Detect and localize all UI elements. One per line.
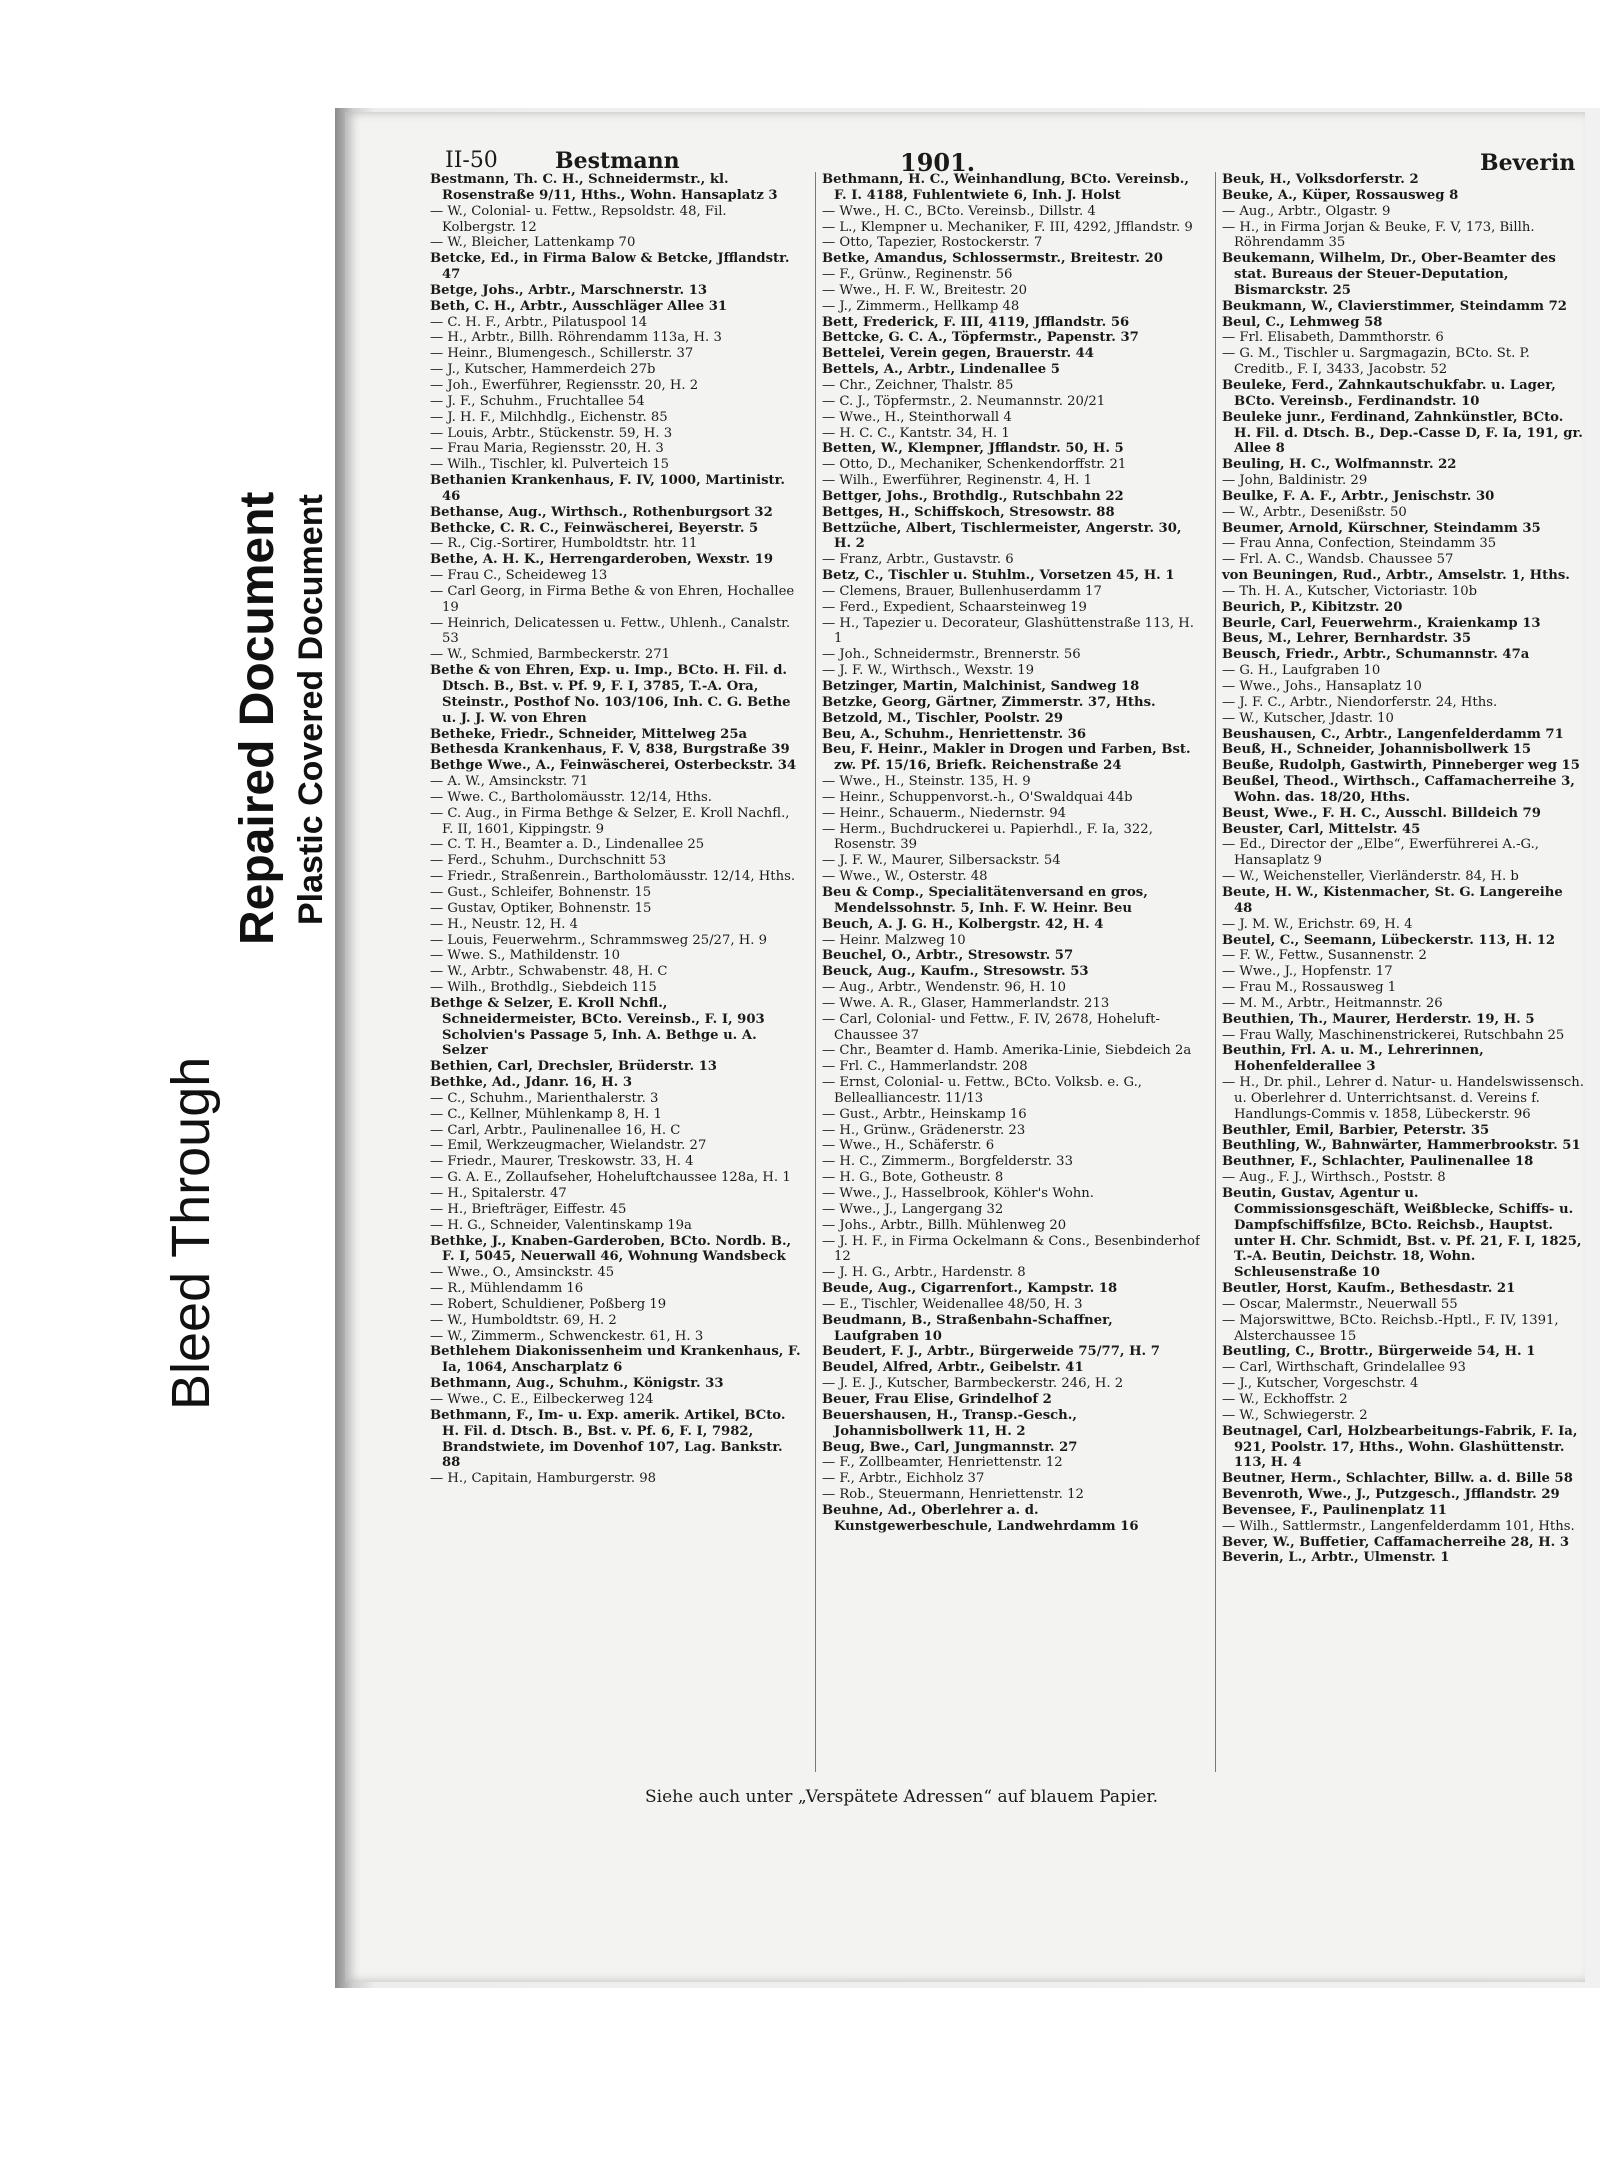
directory-entry: — W., Zimmerm., Schwenckestr. 61, H. 3 [430, 1328, 704, 1344]
directory-entry: Beuke, A., Küper, Rossausweg 8 [1222, 187, 1459, 203]
directory-entry: — Louis, Arbtr., Stückenstr. 59, H. 3 [430, 425, 673, 441]
directory-entry: Beuß, H., Schneider, Johannisbollwerk 15 [1222, 742, 1532, 758]
directory-entry: Beuthin, Frl. A. u. M., Lehrerinnen, Hohenfelderallee 3 [1222, 1043, 1484, 1075]
directory-entry: — C. T. H., Beamter a. D., Lindenallee 25 [430, 837, 705, 853]
directory-entry: — W., Schwiegerstr. 2 [1222, 1407, 1368, 1423]
directory-entry: — J. E. J., Kutscher, Barmbeckerstr. 246, H. 2 [822, 1376, 1124, 1392]
directory-entry: — Wwe., H., Schäferstr. 6 [822, 1138, 995, 1154]
directory-entry: Bethien, Carl, Drechsler, Brüderstr. 13 [430, 1059, 717, 1075]
directory-entry: — M. M., Arbtr., Heitmannstr. 26 [1222, 995, 1443, 1011]
directory-entry: Beußel, Theod., Wirthsch., Caffamacherreihe 3, Wohn. das. 18/20, Hths. [1222, 774, 1575, 805]
directory-entry: — Wwe., Johs., Hansaplatz 10 [1222, 679, 1422, 694]
directory-entry: Betten, W., Klempner, Jfflandstr. 50, H. 5 [822, 441, 1124, 457]
directory-entry: — Frau Anna, Confection, Steindamm 35 [1222, 536, 1497, 552]
directory-entry: Bethge Wwe., A., Feinwäscherei, Osterbeckstr. 34 [430, 758, 797, 774]
directory-entry: Bethmann, F., Im- u. Exp. amerik. Artikel, BCto. H. Fil. d. Dtsch. B., Bst. v. Pf. 6, F. I, 7982, Brandstwiete, im Dovenhof 107, Lag. Bankstr. 88 [430, 1407, 786, 1471]
directory-entry: — J., Kutscher, Vorgeschstr. 4 [1222, 1376, 1419, 1392]
directory-entry: — Wwe., J., Langergang 32 [822, 1201, 1004, 1217]
directory-entry: — F., Arbtr., Eichholz 37 [822, 1471, 985, 1487]
label-plastic-covered-document: Plastic Covered Document [292, 494, 330, 925]
directory-entry: — A. W., Amsinckstr. 71 [430, 774, 589, 790]
directory-entry: — G. A. E., Zollaufseher, Hoheluftchaussee 128a, H. 1 [430, 1170, 791, 1186]
directory-entry: — Ferd., Expedient, Schaarsteinweg 19 [822, 599, 1087, 615]
directory-entry: — Frau C., Scheideweg 13 [430, 568, 608, 584]
directory-entry: — Joh., Ewerführer, Regiensstr. 20, H. 2 [430, 377, 699, 393]
directory-entry: — Ernst, Colonial- u. Fettw., BCto. Volksb. e. G., Bellealliancestr. 11/13 [822, 1075, 1142, 1106]
directory-entry: Beutnagel, Carl, Holzbearbeitungs-Fabrik, F. Ia, 921, Poolstr. 17, Hths., Wohn. Glashüttenstr. 113, H. 4 [1222, 1423, 1578, 1471]
directory-entry: — Frl. Elisabeth, Dammthorstr. 6 [1222, 330, 1444, 346]
directory-entry: Bethlehem Diakonissenheim und Krankenhaus, F. Ia, 1064, Anscharplatz 6 [430, 1344, 801, 1376]
directory-entry: — H., Dr. phil., Lehrer d. Natur- u. Handelswissensch. u. Oberlehrer d. Unterrichtsanst. d. Vereins f. Handlungs-Commis v. 1858, Lübeckerstr. 96 [1222, 1075, 1584, 1122]
directory-entry: — Wwe. C., Bartholomäusstr. 12/14, Hths. [430, 789, 712, 805]
directory-entry: — W., Colonial- u. Fettw., Repsoldstr. 48, Fil. Kolbergstr. 12 [430, 203, 727, 235]
directory-entry: Bevenroth, Wwe., J., Putzgesch., Jfflandstr. 29 [1222, 1487, 1560, 1503]
directory-entry: — Ed., Director der „Elbe“, Ewerführerei A.-G., Hansaplatz 9 [1222, 837, 1539, 869]
directory-entry: Beust, Wwe., F. H. C., Ausschl. Billdeich 79 [1222, 805, 1541, 821]
directory-entry: — J. H. F., Milchhdlg., Eichenstr. 85 [430, 409, 668, 425]
directory-entry: — J., Kutscher, Hammerdeich 27b [430, 362, 656, 378]
directory-entry: Beuch, A. J. G. H., Kolbergstr. 42, H. 4 [822, 916, 1104, 932]
directory-entry: — R., Mühlendamm 16 [430, 1281, 584, 1297]
directory-entry: Bestmann, Th. C. H., Schneidermstr., kl. Rosenstraße 9/11, Hths., Wohn. Hansaplatz 3 [430, 172, 778, 203]
directory-column-3 [1215, 172, 1584, 1772]
directory-entry: — Heinr. Malzweg 10 [822, 932, 966, 948]
directory-entry: — Friedr., Straßenrein., Bartholomäusstr. 12/14, Hths. [430, 869, 796, 885]
directory-entry: — H. G., Schneider, Valentinskamp 19a [430, 1217, 692, 1233]
directory-entry: Bethanien Krankenhaus, F. IV, 1000, Martinistr. 46 [430, 473, 785, 504]
directory-entry: — Emil, Werkzeugmacher, Wielandstr. 27 [430, 1138, 707, 1154]
directory-entry: — J. H. F., in Firma Ockelmann & Cons., Besenbinderhof 12 [822, 1233, 1200, 1265]
directory-entry: Beth, C. H., Arbtr., Ausschläger Allee 31 [430, 298, 728, 314]
directory-entry: — C., Schuhm., Marienthalerstr. 3 [430, 1090, 659, 1106]
directory-entry: — Majorswittwe, BCto. Reichsb.-Hptl., F. IV, 1391, Alsterchaussee 15 [1222, 1312, 1559, 1344]
directory-entry: Beuer, Frau Elise, Grindelhof 2 [822, 1391, 1052, 1407]
directory-entry: — H., Briefträger, Eiffestr. 45 [430, 1201, 627, 1217]
directory-entry: — Ferd., Schuhm., Durchschnitt 53 [430, 853, 667, 869]
directory-entry: Beutin, Gustav, Agentur u. Commissionsgeschäft, Weißblecke, Schiffs- u. Dampfschiffsfilze, BCto. Reichsb., Hauptst. unter H. Chr. Schmidt, Bst. v. Pf. 21, F. I, 1825, T.-A. Beutin, Deichstr. 18, Wohn. Schleusenstraße 10 [1222, 1186, 1582, 1281]
directory-entry: — Gustav, Optiker, Bohnenstr. 15 [430, 900, 652, 916]
directory-entry: Bethe & von Ehren, Exp. u. Imp., BCto. H. Fil. d. Dtsch. B., Bst. v. Pf. 9, F. I, 3785, T.-A. Ora, Steinstr., Posthof No. 103/106, Inh. C. G. Bethe u. J. J. W. von Ehren [430, 663, 791, 726]
directory-entry: Beuthien, Th., Maurer, Herderstr. 19, H. 5 [1222, 1011, 1535, 1027]
directory-entry: — Aug., F. J., Wirthsch., Poststr. 8 [1222, 1170, 1446, 1186]
directory-entry: — Heinrich, Delicatessen u. Fettw., Uhlenh., Canalstr. 53 [430, 615, 791, 647]
head-left-word: Bestmann [555, 148, 680, 174]
directory-entry: — Friedr., Maurer, Treskowstr. 33, H. 4 [430, 1154, 694, 1170]
directory-entry: Beude, Aug., Cigarrenfort., Kampstr. 18 [822, 1281, 1118, 1297]
directory-entry: — John, Baldinistr. 29 [1222, 473, 1368, 489]
directory-entry: — Heinr., Blumengesch., Schillerstr. 37 [430, 346, 694, 362]
directory-entry: Beu, F. Heinr., Makler in Drogen und Farben, Bst. zw. Pf. 15/16, Briefk. Reichenstraße 24 [822, 742, 1191, 774]
directory-entry: — Gust., Schleifer, Bohnenstr. 15 [430, 884, 652, 900]
directory-entry: — C., Kellner, Mühlenkamp 8, H. 1 [430, 1106, 662, 1122]
directory-entry: — Wwe., H., Steinthorwall 4 [822, 409, 1012, 425]
page-number: II-50 [445, 148, 498, 173]
directory-entry: — Wilh., Tischler, kl. Pulverteich 15 [430, 457, 670, 473]
directory-entry: Bevensee, F., Paulinenplatz 11 [1222, 1502, 1447, 1518]
directory-entry: — C. J., Töpfermstr., 2. Neumannstr. 20/21 [822, 393, 1106, 409]
directory-entry: — Frau M., Rossausweg 1 [1222, 980, 1397, 996]
directory-entry: — Gust., Arbtr., Heinskamp 16 [822, 1106, 1027, 1122]
directory-entry: Beukemann, Wilhelm, Dr., Ober-Beamter des stat. Bureaus der Steuer-Deputation, Bismarckstr. 25 [1222, 251, 1556, 298]
directory-entry: — F., Grünw., Reginenstr. 56 [822, 267, 1013, 283]
directory-entry: Beverin, L., Arbtr., Ulmenstr. 1 [1222, 1550, 1450, 1566]
directory-entry: Beulke, F. A. F., Arbtr., Jenischstr. 30 [1222, 488, 1495, 504]
directory-entry: — W., Weichensteller, Vierländerstr. 84, H. b [1222, 869, 1519, 885]
directory-entry: — J. F. W., Maurer, Silbersackstr. 54 [822, 853, 1061, 869]
directory-entry: — Wilh., Sattlermstr., Langenfelderdamm 101, Hths. [1222, 1518, 1575, 1534]
directory-entry: Bettels, A., Arbtr., Lindenallee 5 [822, 362, 1060, 378]
directory-entry: — Aug., Arbtr., Olgastr. 9 [1222, 203, 1391, 219]
directory-entry: Bettger, Johs., Brothdlg., Rutschbahn 22 [822, 488, 1124, 504]
directory-entry: — G. M., Tischler u. Sargmagazin, BCto. St. P. Creditb., F. I, 3433, Jacobstr. 52 [1222, 346, 1530, 378]
directory-entry: — Oscar, Malermstr., Neuerwall 55 [1222, 1296, 1458, 1312]
directory-entry: — Wilh., Ewerführer, Reginenstr. 4, H. 1 [822, 473, 1092, 489]
directory-entry: Bettzüche, Albert, Tischlermeister, Angerstr. 30, H. 2 [822, 520, 1182, 552]
directory-entry: Bethmann, Aug., Schuhm., Königstr. 33 [430, 1376, 724, 1392]
directory-column-2 [815, 172, 1200, 1772]
directory-entry: — W., Schmied, Barmbeckerstr. 271 [430, 647, 671, 663]
directory-page [345, 112, 1585, 1982]
directory-entry: — Herm., Buchdruckerei u. Papierhdl., F. Ia, 322, Rosenstr. 39 [822, 821, 1153, 853]
directory-entry: — H., Neustr. 12, H. 4 [430, 916, 579, 932]
directory-entry: Beukmann, W., Clavierstimmer, Steindamm 72 [1222, 298, 1567, 314]
directory-entry: Bethesda Krankenhaus, F. V, 838, Burgstraße 39 [430, 742, 790, 758]
directory-entry: — Wwe., O., Amsinckstr. 45 [430, 1265, 615, 1281]
directory-entry: Bethcke, C. R. C., Feinwäscherei, Beyerstr. 5 [430, 520, 759, 536]
directory-entry: — Otto, Tapezier, Rostockerstr. 7 [822, 235, 1043, 251]
directory-entry: Beuthler, Emil, Barbier, Peterstr. 35 [1222, 1122, 1490, 1138]
directory-entry: Beu, A., Schuhm., Henriettenstr. 36 [822, 726, 1087, 742]
directory-entry: — H. C. C., Kantstr. 34, H. 1 [822, 425, 1010, 441]
directory-entry: — H., Arbtr., Billh. Röhrendamm 113a, H. 3 [430, 330, 722, 346]
directory-entry: Bever, W., Buffetier, Caffamacherreihe 28, H. 3 [1222, 1534, 1570, 1550]
directory-entry: Beurle, Carl, Feuerwehrm., Kraienkamp 13 [1222, 615, 1541, 631]
directory-entry: Beuershausen, H., Transp.-Gesch., Johannisbollwerk 11, H. 2 [822, 1407, 1077, 1439]
directory-entry: Beudmann, B., Straßenbahn-Schaffner, Laufgraben 10 [822, 1312, 1113, 1344]
directory-entry: — J. M. W., Erichstr. 69, H. 4 [1222, 916, 1413, 932]
directory-entry: Beuhne, Ad., Oberlehrer a. d. Kunstgewerbeschule, Landwehrdamm 16 [822, 1502, 1139, 1534]
directory-entry: — Johs., Arbtr., Billh. Mühlenweg 20 [822, 1217, 1067, 1233]
directory-entry: Beutling, C., Brottr., Bürgerweide 54, H. 1 [1222, 1344, 1536, 1360]
directory-entry: Bethmann, H. C., Weinhandlung, BCto. Vereinsb., F. I. 4188, Fuhlentwiete 6, Inh. J. Holst [822, 172, 1189, 203]
directory-entry: — Wwe., C. E., Eilbeckerweg 124 [430, 1391, 654, 1407]
directory-entry: Beuling, H. C., Wolfmannstr. 22 [1222, 457, 1457, 473]
directory-entry: — H. G., Bote, Gotheustr. 8 [822, 1170, 1004, 1186]
directory-entry: Beus, M., Lehrer, Bernhardstr. 35 [1222, 631, 1472, 647]
directory-entry: Bethe, A. H. K., Herrengarderoben, Wexstr. 19 [430, 552, 774, 568]
directory-entry: — J. F. C., Arbtr., Niendorferstr. 24, Hths. [1222, 694, 1498, 710]
directory-entry: Beuchel, O., Arbtr., Stresowstr. 57 [822, 948, 1074, 964]
directory-entry: — Frl. C., Hammerlandstr. 208 [822, 1059, 1028, 1075]
label-repaired-document: Repaired Document [231, 491, 284, 945]
directory-entry: Beu & Comp., Specialitätenversand en gros, Mendelssohnstr. 5, Inh. F. W. Heinr. Beu [822, 884, 1148, 916]
directory-entry: — G. H., Laufgraben 10 [1222, 663, 1381, 679]
directory-entry: — H., Tapezier u. Decorateur, Glashüttenstraße 113, H. 1 [822, 615, 1194, 647]
directory-entry: — F., Zollbeamter, Henriettenstr. 12 [822, 1455, 1063, 1471]
directory-entry: Bethge & Selzer, E. Kroll Nchfl., Schneidermeister, BCto. Vereinsb., F. I, 903 Scholvien's Passage 5, Inh. A. Bethge u. A. Selzer [430, 995, 765, 1059]
directory-entry: Beuleke junr., Ferdinand, Zahnkünstler, BCto. H. Fil. d. Dtsch. B., Dep.-Casse D, F. Ia, 191, gr. Allee 8 [1222, 409, 1583, 457]
head-year: 1901. [900, 148, 976, 177]
directory-entry: Bethke, Ad., Jdanr. 16, H. 3 [430, 1075, 633, 1091]
directory-entry: Beutler, Horst, Kaufm., Bethesdastr. 21 [1222, 1281, 1516, 1297]
directory-entry: Beuck, Aug., Kaufm., Stresowstr. 53 [822, 964, 1089, 980]
directory-entry: — Chr., Beamter d. Hamb. Amerika-Linie, Siebdeich 2a [822, 1043, 1192, 1059]
directory-entry: Bett, Frederick, F. III, 4119, Jfflandstr. 56 [822, 314, 1130, 330]
directory-entry: — E., Tischler, Weidenallee 48/50, H. 3 [822, 1296, 1083, 1312]
directory-entry: — J. F., Schuhm., Fruchtallee 54 [430, 393, 645, 409]
directory-entry: — W., Humboldtstr. 69, H. 2 [430, 1312, 617, 1328]
directory-entry: — Carl, Arbtr., Paulinenallee 16, H. C [430, 1122, 681, 1138]
directory-entry: — Chr., Zeichner, Thalstr. 85 [822, 377, 1014, 393]
directory-entry: — F. W., Fettw., Susannenstr. 2 [1222, 948, 1427, 964]
directory-entry: — Carl Georg, in Firma Bethe & von Ehren, Hochallee 19 [430, 583, 795, 615]
directory-entry: Beuthling, W., Bahnwärter, Hammerbrookstr. 51 [1222, 1138, 1581, 1154]
directory-entry: — Otto, D., Mechaniker, Schenkendorffstr. 21 [822, 457, 1127, 473]
directory-entry: — Wwe., J., Hasselbrook, Köhler's Wohn. [822, 1186, 1094, 1201]
directory-entry: Beumer, Arnold, Kürschner, Steindamm 35 [1222, 520, 1541, 536]
head-right-word: Beverin [1480, 150, 1576, 176]
directory-entry: — Robert, Schuldiener, Poßberg 19 [430, 1296, 667, 1312]
directory-entry: Bethanse, Aug., Wirthsch., Rothenburgsort 32 [430, 504, 773, 520]
directory-entry: — Frau Wally, Maschinenstrickerei, Rutschbahn 25 [1222, 1027, 1565, 1043]
directory-entry: Betzinger, Martin, Malchinist, Sandweg 18 [822, 679, 1140, 694]
directory-entry: — H., Spitalerstr. 47 [430, 1186, 567, 1201]
directory-entry: Betzke, Georg, Gärtner, Zimmerstr. 37, Hths. [822, 694, 1156, 710]
directory-entry: — W., Arbtr., Desenißstr. 50 [1222, 504, 1407, 520]
directory-column-1 [430, 172, 802, 1772]
directory-entry: — Wwe., H., Steinstr. 135, H. 9 [822, 774, 1031, 790]
directory-entry: Beuster, Carl, Mittelstr. 45 [1222, 821, 1421, 837]
directory-entry: Beutner, Herm., Schlachter, Billw. a. d. Bille 58 [1222, 1471, 1573, 1487]
directory-entry: — Heinr., Schauerm., Niedernstr. 94 [822, 805, 1066, 821]
directory-entry: Beutel, C., Seemann, Lübeckerstr. 113, H. 12 [1222, 932, 1556, 948]
directory-entry: — Frl. A. C., Wandsb. Chaussee 57 [1222, 552, 1454, 568]
directory-entry: — Th. H. A., Kutscher, Victoriastr. 10b [1222, 583, 1478, 599]
directory-entry: Beusch, Friedr., Arbtr., Schumannstr. 47a [1222, 647, 1530, 663]
directory-entry: — Aug., Arbtr., Wendenstr. 96, H. 10 [822, 980, 1067, 996]
directory-entry: — Carl, Colonial- und Fettw., F. IV, 2678, Hoheluft-Chaussee 37 [822, 1011, 1160, 1043]
directory-entry: — H., in Firma Jorjan & Beuke, F. V, 173, Billh. Röhrendamm 35 [1222, 219, 1535, 251]
directory-entry: Beushausen, C., Arbtr., Langenfelderdamm 71 [1222, 726, 1564, 742]
label-bleed-through: Bleed Through [161, 1056, 221, 1410]
directory-entry: Beuleke, Ferd., Zahnkautschukfabr. u. Lager, BCto. Vereinsb., Ferdinandstr. 10 [1222, 377, 1556, 409]
directory-entry: — Wwe., J., Hopfenstr. 17 [1222, 964, 1393, 980]
directory-entry: — Wwe., W., Osterstr. 48 [822, 869, 988, 885]
directory-entry: — Louis, Feuerwehrm., Schrammsweg 25/27, H. 9 [430, 932, 767, 948]
directory-entry: Bethke, J., Knaben-Garderoben, BCto. Nordb. B., F. I, 5045, Neuerwall 46, Wohnung Wandsbeck [430, 1233, 792, 1265]
directory-entry: — L., Klempner u. Mechaniker, F. III, 4292, Jfflandstr. 9 [822, 219, 1193, 235]
directory-entry: von Beuningen, Rud., Arbtr., Amselstr. 1, Hths. [1222, 568, 1570, 584]
directory-entry: Beute, H. W., Kistenmacher, St. G. Langereihe 48 [1222, 884, 1563, 916]
directory-entry: — Heinr., Schuppenvorst.-h., O'Swaldquai 44b [822, 789, 1133, 805]
directory-entry: Beuk, H., Volksdorferstr. 2 [1222, 172, 1419, 187]
directory-entry: Betz, C., Tischler u. Stuhlm., Vorsetzen 45, H. 1 [822, 568, 1175, 584]
directory-entry: — Rob., Steuermann, Henriettenstr. 12 [822, 1487, 1084, 1503]
directory-entry: — Wwe., H. F. W., Breitestr. 20 [822, 282, 1027, 298]
directory-entry: Bettges, H., Schiffskoch, Stresowstr. 88 [822, 504, 1115, 520]
directory-entry: Betcke, Ed., in Firma Balow & Betcke, Jfflandstr. 47 [430, 251, 790, 283]
directory-entry: — W., Eckhoffstr. 2 [1222, 1391, 1348, 1407]
directory-entry: — R., Cig.-Sortirer, Humboldtstr. htr. 11 [430, 536, 698, 552]
directory-entry: — J. H. G., Arbtr., Hardenstr. 8 [822, 1265, 1026, 1281]
directory-entry: — W., Arbtr., Schwabenstr. 48, H. C [430, 964, 668, 980]
directory-entry: Betheke, Friedr., Schneider, Mittelweg 25a [430, 726, 748, 742]
directory-entry: Betge, Johs., Arbtr., Marschnerstr. 13 [430, 282, 708, 298]
directory-entry: — Wilh., Brothdlg., Siebdeich 115 [430, 980, 657, 996]
directory-entry: — Clemens, Brauer, Bullenhuserdamm 17 [822, 583, 1102, 599]
directory-entry: — C. Aug., in Firma Bethge & Selzer, E. Kroll Nachfl., F. II, 1601, Kippingstr. 9 [430, 805, 790, 837]
directory-entry: — Joh., Schneidermstr., Brennerstr. 56 [822, 647, 1081, 663]
directory-entry: — W., Kutscher, Jdastr. 10 [1222, 710, 1394, 726]
directory-entry: — Carl, Wirthschaft, Grindelallee 93 [1222, 1360, 1466, 1376]
directory-entry: — Wwe. S., Mathildenstr. 10 [430, 948, 620, 964]
directory-entry: Beudel, Alfred, Arbtr., Geibelstr. 41 [822, 1360, 1084, 1376]
directory-entry: — Wwe., H. C., BCto. Vereinsb., Dillstr. 4 [822, 203, 1096, 219]
directory-entry: Beul, C., Lehmweg 58 [1222, 314, 1383, 330]
directory-entry: — H. C., Zimmerm., Borgfelderstr. 33 [822, 1154, 1073, 1170]
directory-entry: Bettelei, Verein gegen, Brauerstr. 44 [822, 346, 1094, 362]
directory-entry: Beuthner, F., Schlachter, Paulinenallee 18 [1222, 1154, 1534, 1170]
side-labels [150, 430, 350, 1430]
footer-note: Siehe auch unter „Verspätete Adressen“ auf blauem Papier. [645, 1787, 1159, 1807]
directory-entry: Beudert, F. J., Arbtr., Bürgerweide 75/77, H. 7 [822, 1344, 1160, 1360]
directory-entry: — H., Grünw., Grädenerstr. 23 [822, 1122, 1026, 1138]
directory-entry: Beurich, P., Kibitzstr. 20 [1222, 599, 1403, 615]
directory-entry: Beuße, Rudolph, Gastwirth, Pinneberger weg 15 [1222, 758, 1580, 774]
directory-entry: Betke, Amandus, Schlossermstr., Breitestr. 20 [822, 251, 1163, 267]
directory-entry: — C. H. F., Arbtr., Pilatuspool 14 [430, 314, 648, 330]
directory-entry: Betzold, M., Tischler, Poolstr. 29 [822, 710, 1064, 726]
directory-entry: — J., Zimmerm., Hellkamp 48 [822, 298, 1020, 314]
directory-entry: — Franz, Arbtr., Gustavstr. 6 [822, 552, 1014, 568]
directory-entry: — Frau Maria, Regiensstr. 20, H. 3 [430, 441, 664, 457]
directory-entry: — H., Capitain, Hamburgerstr. 98 [430, 1471, 657, 1487]
directory-entry: — W., Bleicher, Lattenkamp 70 [430, 235, 636, 251]
directory-entry: Beug, Bwe., Carl, Jungmannstr. 27 [822, 1439, 1078, 1455]
directory-entry: — J. F. W., Wirthsch., Wexstr. 19 [822, 663, 1034, 679]
directory-entry: Bettcke, G. C. A., Töpfermstr., Papenstr. 37 [822, 330, 1139, 346]
directory-entry: — Wwe. A. R., Glaser, Hammerlandstr. 213 [822, 995, 1110, 1011]
